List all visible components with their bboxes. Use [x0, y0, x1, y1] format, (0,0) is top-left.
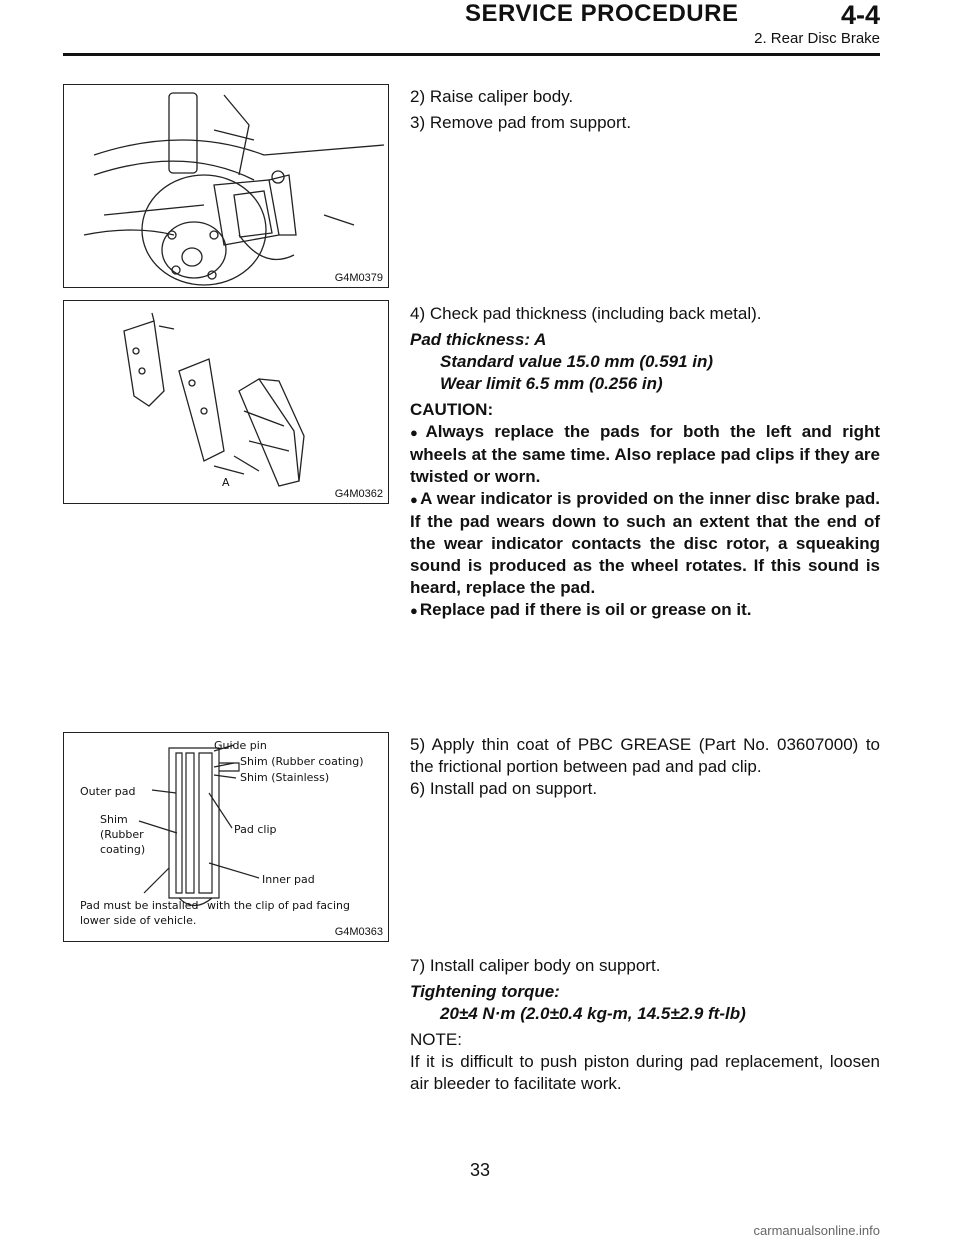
note-title: NOTE:	[410, 1030, 462, 1049]
step-4: 4) Check pad thickness (including back metal).	[410, 304, 762, 323]
figure-pad-thickness	[63, 300, 389, 504]
label-note-line1: Pad must be installed	[80, 899, 199, 912]
caliper-illustration	[64, 85, 390, 289]
spec-title: Pad thickness: A	[410, 330, 547, 349]
figure-code: G4M0362	[334, 488, 383, 500]
pads-illustration	[64, 301, 390, 505]
torque-value: 20±4 N·m (2.0±0.4 kg-m, 14.5±2.9 ft-lb)	[440, 1004, 746, 1023]
header-rule	[63, 53, 880, 56]
step-6: 6) Install pad on support.	[410, 779, 598, 798]
caution-item-1: ● Always replace the pads for both the left and right wheels at the same time. Also replace pad clips if they are twisted or worn.	[410, 421, 880, 488]
caution-title: CAUTION:	[410, 400, 494, 419]
label-inner-pad: Inner pad	[262, 873, 315, 886]
caution-item-3: ● Replace pad if there is oil or grease on it.	[410, 599, 880, 622]
section-install-caliper	[410, 955, 880, 1095]
label-guide-pin: Guide pin	[214, 739, 267, 752]
page-number: 33	[469, 1160, 491, 1180]
spec-standard: Standard value 15.0 mm (0.591 in)	[440, 352, 714, 371]
label-pad-clip: Pad clip	[234, 823, 277, 836]
step-3: 3) Remove pad from support.	[410, 113, 632, 132]
label-a: A	[222, 476, 230, 489]
step-5: 5) Apply thin coat of PBC GREASE (Part No. 03607000) to the frictional portion between pad and pad clip.	[410, 735, 880, 776]
caution-item-2: ● A wear indicator is provided on the inner disc brake pad. If the pad wears down to such an extent that the end of the wear indicator contacts the disc rotor, a squeaking sound is produced as the wheel rotates. If this sound is heard, replace the pad.	[410, 488, 880, 599]
header-title: SERVICE PROCEDURE	[465, 0, 739, 27]
label-shim-stainless: Shim (Stainless)	[240, 771, 330, 784]
step-2: 2) Raise caliper body.	[410, 87, 574, 106]
section-install-pad	[410, 734, 880, 800]
label-note-line1b: with the clip of pad facing	[207, 899, 350, 912]
footer-watermark: carmanualsonline.info	[753, 1223, 880, 1238]
label-note-line2: lower side of vehicle.	[80, 914, 197, 927]
label-shim-line1: Shim	[100, 813, 128, 826]
figure-pad-assembly	[63, 732, 389, 942]
figure-code: G4M0379	[334, 272, 383, 284]
step-7: 7) Install caliper body on support.	[410, 956, 661, 975]
note-text: If it is difficult to push piston during pad replacement, loosen air bleeder to facilitate work.	[410, 1052, 880, 1093]
label-shim-line3: coating)	[100, 843, 146, 856]
section-check-pad	[410, 303, 880, 622]
figure-caliper-raised	[63, 84, 389, 288]
torque-title: Tightening torque:	[410, 982, 560, 1001]
section-remove-pad	[410, 86, 880, 138]
section-number: 4-4	[840, 0, 880, 30]
spec-limit: Wear limit 6.5 mm (0.256 in)	[440, 374, 663, 393]
pad-assembly-diagram	[64, 733, 390, 943]
label-shim-rubber: Shim (Rubber coating)	[240, 755, 364, 768]
header-subtitle: 2. Rear Disc Brake	[754, 30, 880, 47]
label-shim-line2: (Rubber	[100, 828, 144, 841]
figure-code: G4M0363	[334, 926, 383, 938]
label-outer-pad: Outer pad	[80, 785, 136, 798]
